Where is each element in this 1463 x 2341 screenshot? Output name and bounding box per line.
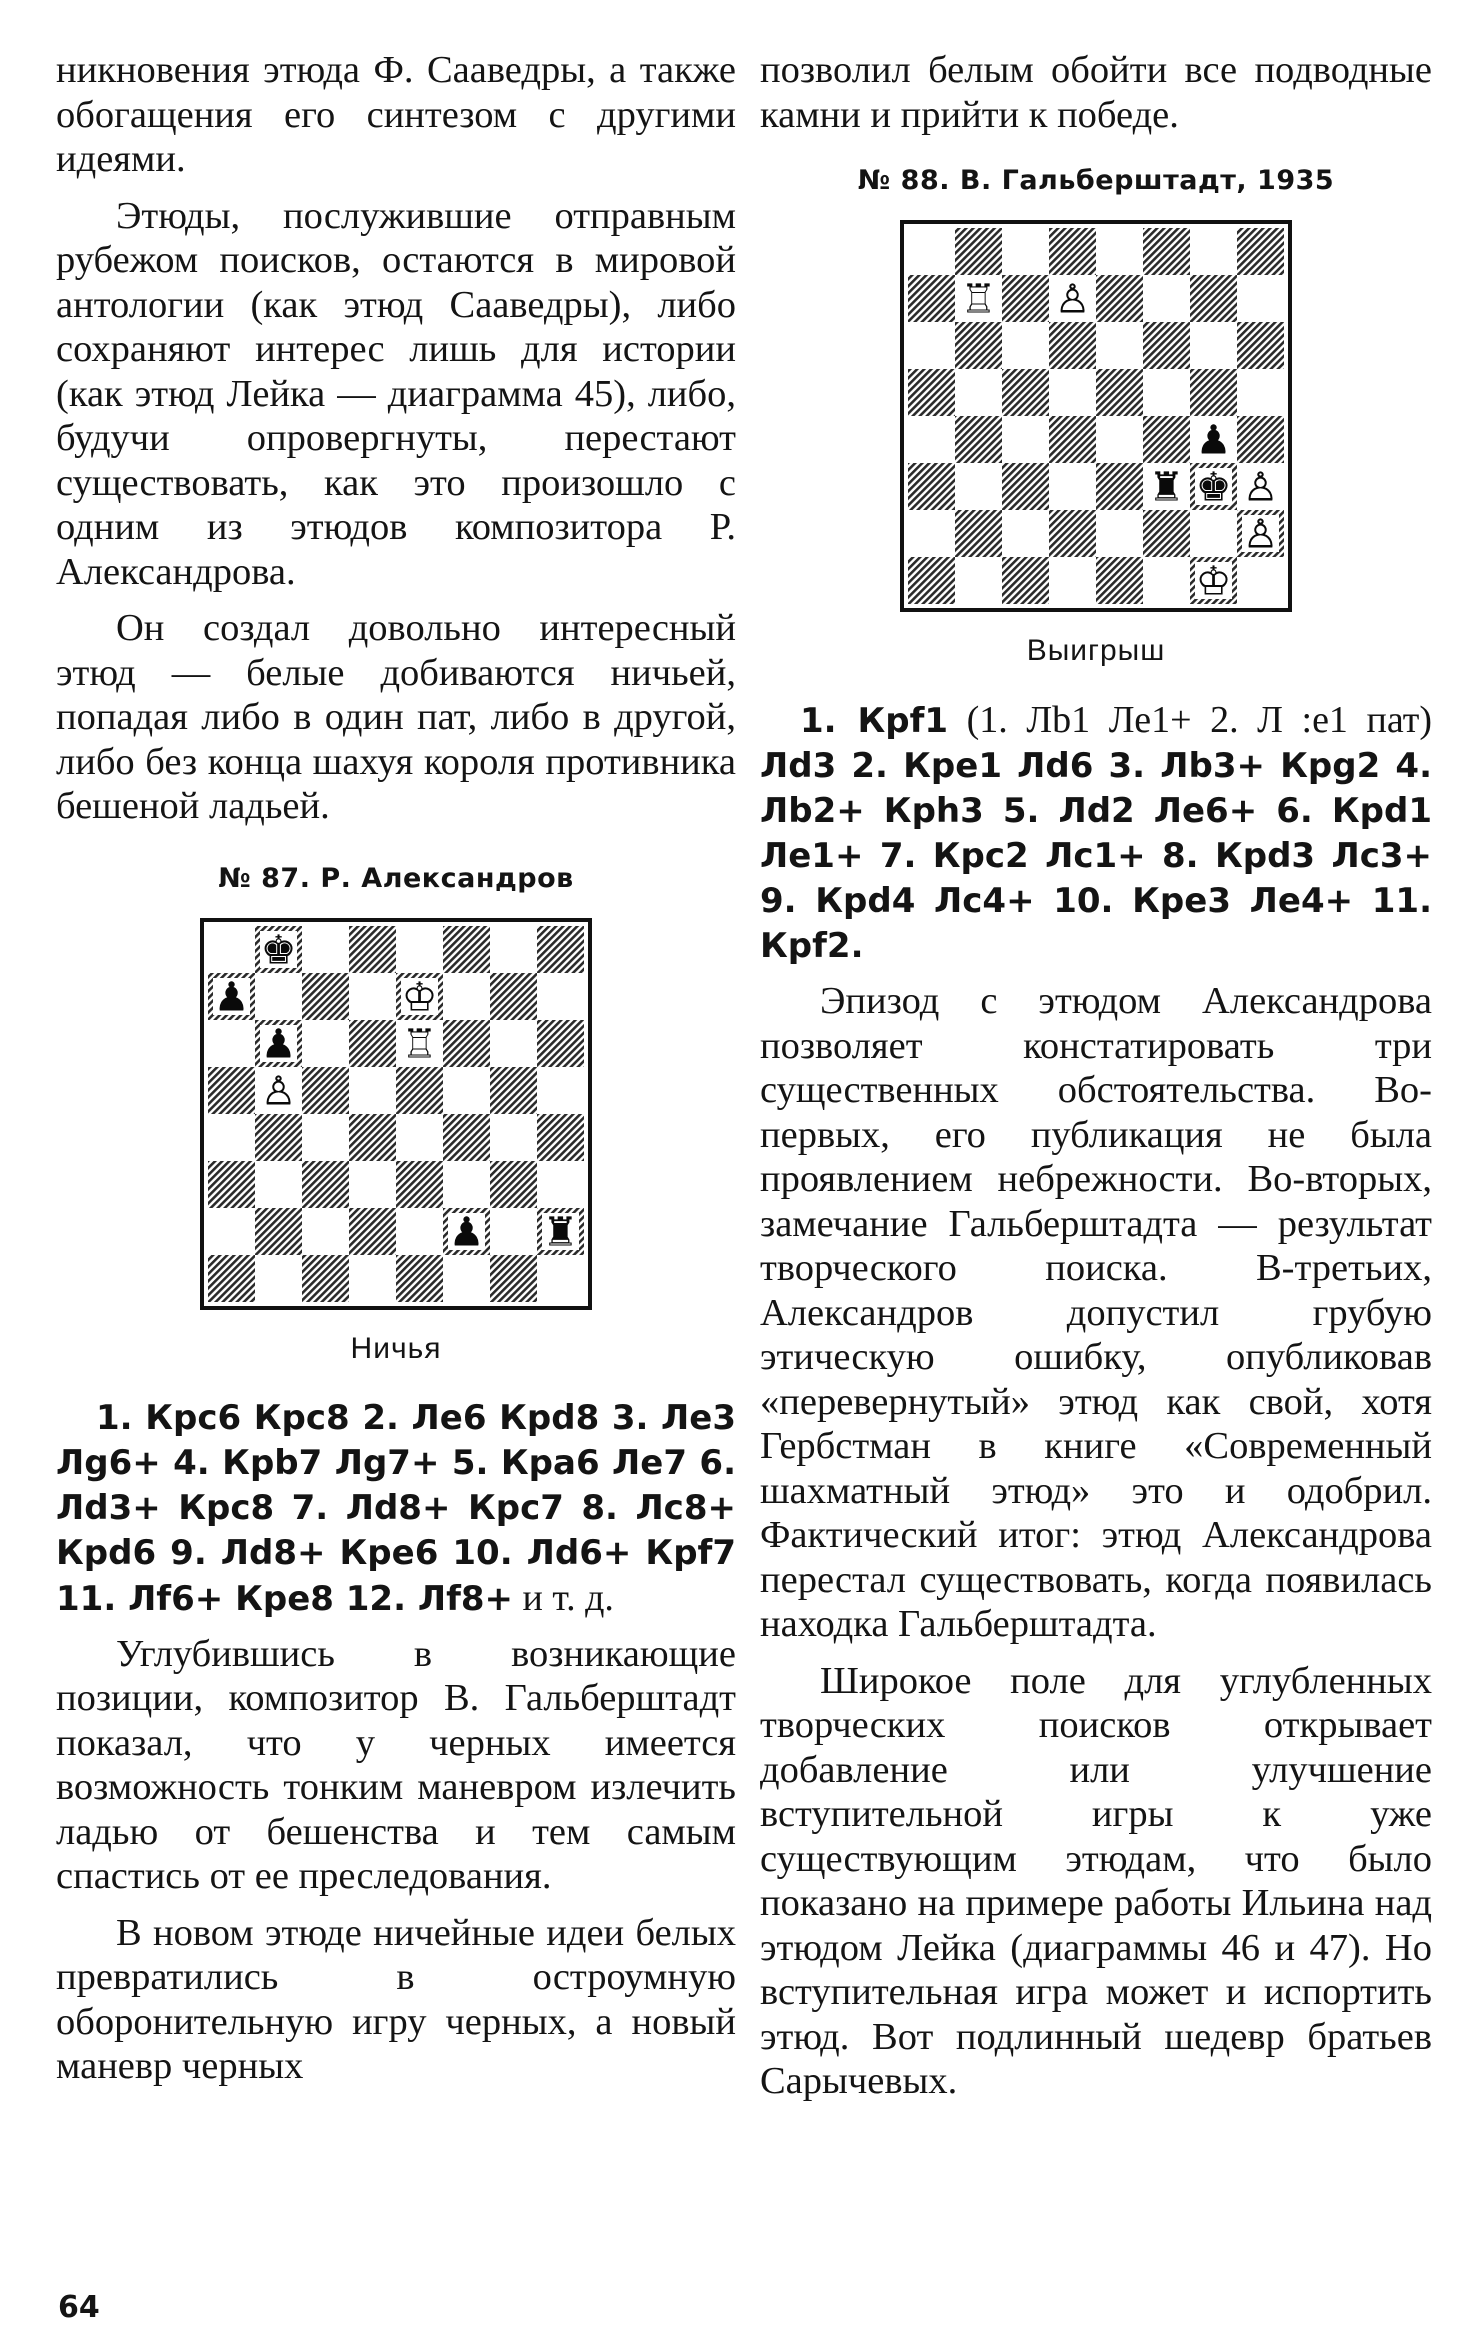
dark-square: [955, 228, 1002, 275]
chess-piece-a7: ♟: [213, 974, 250, 1020]
dark-square: [537, 926, 584, 973]
dark-square: [1190, 275, 1237, 322]
dark-square: [1002, 275, 1049, 322]
solution-88-sideline: (1. Лb1 Ле1+ 2. Л :е1 пат): [948, 699, 1432, 741]
dark-square: [443, 926, 490, 973]
dark-square: [908, 275, 955, 322]
left-paragraph-4: Углубившись в возникающие позиции, композитор В. Гальберштадт показал, что у черных имеется возможность тонким маневром излечить ладью от бешенства и тем самым спастись от ее преследования.: [56, 1632, 736, 1897]
dark-square: [396, 1161, 443, 1208]
dark-square: [349, 1020, 396, 1067]
dark-square: [955, 510, 1002, 557]
dark-square: [1143, 228, 1190, 275]
chess-piece-g3: ♚: [1195, 464, 1232, 511]
dark-square: [908, 463, 955, 510]
diagram-88-caption: Выигрыш: [1026, 634, 1166, 667]
dark-square: [1096, 369, 1143, 416]
left-paragraph-1: никновения этюда Ф. Сааведры, а также обогащения его синтезом с другими идеями.: [56, 49, 736, 180]
chess-piece-h3: ♙: [1242, 464, 1279, 511]
dark-square: [1143, 322, 1190, 369]
left-paragraph-5: В новом этюде ничейные идеи белых превратились в остроумную оборонительную игру черных, а новый маневр черных: [56, 1911, 736, 2087]
solution-87-main: 1. Крс6 Крс8 2. Ле6 Крd8 3. Ле3 Лg6+ 4. Крb7 Лg7+ 5. Кра6 Ле7 6. Лd3+ Крс8 7. Лd8+ Крс7 8. Лс8+ Крd6 9. Лd8+ Кре6 10. Лd6+ Крf7 11. Лf6+ Кре8 12. Лf8+: [56, 1397, 736, 1619]
solution-87-moves: [56, 1396, 736, 1622]
chess-piece-b8: ♚: [260, 927, 297, 973]
dark-square: [255, 1114, 302, 1161]
chess-piece-b6: ♟: [260, 1021, 297, 1067]
dark-square: [908, 557, 955, 604]
dark-square: [208, 1161, 255, 1208]
diagram-87-title: № 87. Р. Александров: [218, 862, 574, 894]
right-paragraph-3: Широкое поле для углубленных творческих поисков открывает добавление или улучшение вступительной игры к уже существующим этюдам, что было показано на примере работы Ильина над этюдом Лейка (диаграммы 46 и 47). Но вступительная игра может и испортить этюд. Вот подлинный шедевр братьев Сарычевых.: [760, 1659, 1432, 2102]
dark-square: [349, 926, 396, 973]
dark-square: [537, 1020, 584, 1067]
dark-square: [490, 1161, 537, 1208]
dark-square: [537, 1114, 584, 1161]
dark-square: [490, 1255, 537, 1302]
dark-square: [396, 1255, 443, 1302]
dark-square: [1002, 369, 1049, 416]
solution-87-tail: и т. д.: [513, 1576, 614, 1619]
chess-piece-h2: ♙: [1242, 511, 1279, 558]
dark-square: [1190, 369, 1237, 416]
chess-piece-e6: ♖: [401, 1021, 438, 1067]
chess-board-88: [908, 228, 1284, 604]
dark-square: [208, 1067, 255, 1114]
solution-88-first: 1. Крf1: [800, 701, 949, 741]
dark-square: [1049, 228, 1096, 275]
chess-piece-e7: ♔: [401, 974, 438, 1020]
page-number: 64: [58, 2290, 100, 2325]
diagram-88-wrapper: [760, 220, 1432, 612]
dark-square: [490, 1067, 537, 1114]
dark-square: [396, 1067, 443, 1114]
chess-piece-d7: ♙: [1054, 276, 1091, 323]
chess-diagram-87: [200, 918, 592, 1310]
dark-square: [208, 1255, 255, 1302]
right-column: [760, 48, 1432, 2116]
dark-square: [1049, 510, 1096, 557]
dark-square: [1049, 322, 1096, 369]
dark-square: [908, 369, 955, 416]
chess-piece-b5: ♙: [260, 1068, 297, 1114]
chess-piece-b7: ♖: [960, 276, 997, 323]
dark-square: [1237, 416, 1284, 463]
solution-88-rest: Лd3 2. Кре1 Лd6 3. Лb3+ Крg2 4. Лb2+ Крh3 5. Лd2 Ле6+ 6. Крd1 Ле1+ 7. Крс2 Лс1+ 8. Крd3 Лс3+ 9. Крd4 Лс4+ 10. Кре3 Ле4+ 11. Крf2.: [760, 746, 1432, 966]
left-paragraph-2: Этюды, послужившие отправным рубежом поисков, остаются в мировой антологии (как этюд Сааведры), либо сохраняют интерес лишь для истории (как этюд Лейка — диаграмма 45), либо, будучи опровергнуты, перестают существовать, как это произошло с одним из этюдов композитора Р. Александрова.: [56, 194, 736, 593]
right-paragraph-2: Эпизод с этюдом Александрова позволяет констатировать три существенных обстоятельства. Во-первых, его публикация не была проявлением небрежности. Во-вторых, замечание Гальберштадта — результат творческого поиска. В-третьих, Александров допустил грубую этическую ошибку, опубликовав «перевернутый» этюд как свой, хотя Гербстман в книге «Современный шахматный этюд» это и одобрил. Фактический итог: этюд Александрова перестал существовать, когда появилась находка Гальберштадта.: [760, 980, 1432, 1645]
diagram-87-wrapper: [56, 918, 736, 1310]
left-column: [56, 48, 736, 2101]
dark-square: [302, 1067, 349, 1114]
dark-square: [302, 973, 349, 1020]
chess-piece-g4: ♟: [1195, 417, 1232, 464]
chess-piece-g1: ♔: [1195, 558, 1232, 604]
dark-square: [490, 973, 537, 1020]
chess-piece-h2: ♜: [542, 1209, 579, 1255]
dark-square: [255, 1208, 302, 1255]
dark-square: [955, 416, 1002, 463]
dark-square: [349, 1208, 396, 1255]
chess-diagram-88: [900, 220, 1292, 612]
dark-square: [1096, 275, 1143, 322]
dark-square: [1096, 557, 1143, 604]
dark-square: [302, 1255, 349, 1302]
diagram-88-title: № 88. В. Гальберштадт, 1935: [857, 165, 1335, 196]
left-paragraph-3: Он создал довольно интересный этюд — белые добиваются ничьей, попадая либо в один пат, либо в другой, либо без конца шахуя короля противника бешеной ладьей.: [56, 607, 736, 827]
dark-square: [1096, 463, 1143, 510]
right-paragraph-1: позволил белым обойти все подводные камни и прийти к победе.: [760, 49, 1432, 136]
solution-88-moves: [760, 698, 1432, 969]
dark-square: [1002, 463, 1049, 510]
dark-square: [1237, 322, 1284, 369]
dark-square: [1143, 416, 1190, 463]
dark-square: [302, 1161, 349, 1208]
chess-piece-f3: ♜: [1148, 464, 1185, 511]
dark-square: [443, 1020, 490, 1067]
dark-square: [349, 1114, 396, 1161]
dark-square: [1237, 228, 1284, 275]
dark-square: [955, 322, 1002, 369]
chess-board-87: [208, 926, 584, 1302]
diagram-87-caption: Ничья: [350, 1331, 442, 1365]
dark-square: [1002, 557, 1049, 604]
dark-square: [443, 1114, 490, 1161]
chess-piece-f2: ♟: [448, 1209, 485, 1255]
dark-square: [1049, 416, 1096, 463]
dark-square: [1143, 510, 1190, 557]
